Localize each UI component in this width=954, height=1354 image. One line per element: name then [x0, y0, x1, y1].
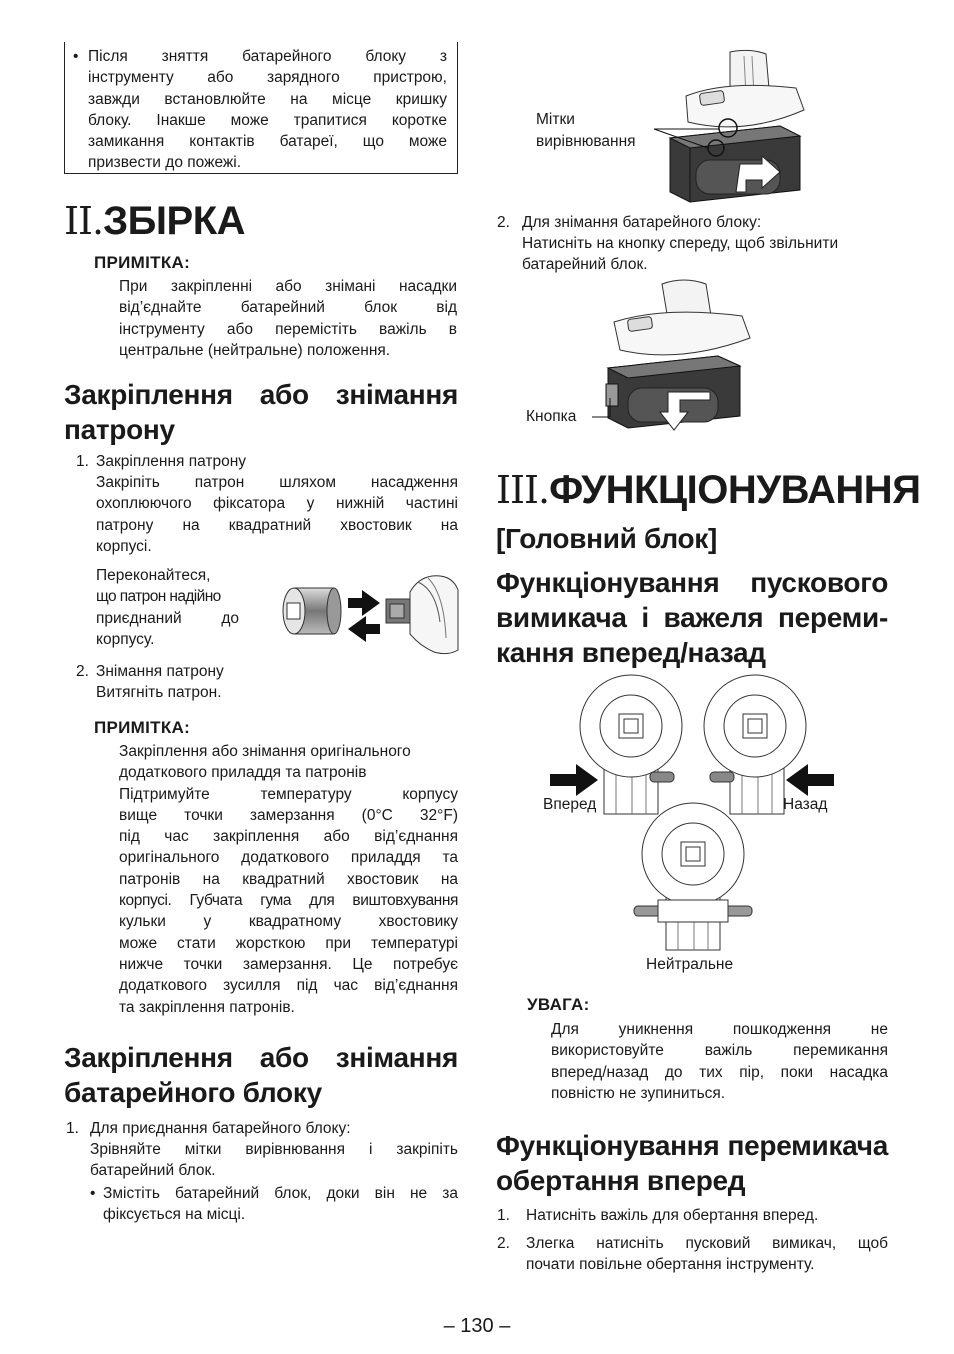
note-line: може стати жорсткою при температурі [119, 934, 458, 952]
step-line: Закріпіть патрон шляхом насадження [96, 474, 458, 491]
forward-rotation-heading [496, 1128, 888, 1198]
step-number: 2. [76, 663, 89, 680]
step-title: Знімання патрону [96, 663, 224, 680]
note-line: корпусі. Губчата гума для виштовхування [119, 892, 458, 910]
step-number: 1. [76, 453, 89, 470]
caution-heading: УВАГА: [527, 995, 590, 1014]
step-number: 2. [497, 214, 510, 231]
page-number: – 130 – [443, 1315, 511, 1337]
forward-heading-line: Функціонування перемикача [496, 1130, 888, 1161]
button-label: Кнопка [526, 408, 577, 425]
caution-line: вперед/назад до тих пір, поки насадка [551, 1063, 888, 1081]
step-title: Для приєднання батарейного блоку: [90, 1120, 351, 1137]
section-heading-operation [496, 467, 920, 513]
trigger-heading [496, 565, 888, 670]
chuck-heading-line: Закріплення або знімання [64, 379, 458, 410]
battery-attach-illustration [640, 52, 810, 202]
step-title: Для знімання батарейного блоку: [522, 214, 762, 231]
reverse-label: Назад [783, 796, 828, 813]
note-line: нижче точки замерзання. Це потребує [119, 955, 458, 973]
note-line: та закріплення патронів. [119, 998, 295, 1016]
step-line: охоплюючого фіксатора у нижній частині [96, 495, 458, 513]
check-line: приєднаний до [96, 609, 239, 627]
warning-line: замикання контактів батареї, що може [88, 133, 447, 151]
alignment-marks-label [536, 109, 636, 153]
neutral-label: Нейтральне [646, 956, 734, 973]
note-line: оригінального додаткового приладдя та [119, 849, 458, 867]
label-line: вирівнювання [536, 133, 636, 150]
warning-text [88, 46, 447, 174]
step-text: Натисніть важіль для обертання вперед. [526, 1207, 819, 1224]
step-line: батарейний блок. [522, 256, 648, 274]
step-text [90, 1139, 458, 1182]
battery-remove-illustration [588, 278, 758, 438]
note-line: від’єднайте батарейний блок від [119, 299, 457, 317]
caution-line: Для уникнення пошкодження не [551, 1021, 888, 1038]
caution-text [551, 1019, 888, 1104]
step-text: Витягніть патрон. [96, 684, 222, 701]
warning-line: блоку. Інакше може трапитися коротке [88, 111, 447, 129]
note-line: Закріплення або знімання оригінального [119, 743, 411, 760]
step-line: Натисніть на кнопку спереду, щоб звільнити [522, 235, 839, 252]
note-heading: ПРИМІТКА: [94, 253, 191, 272]
caution-line: використовуйте важіль перемикання [551, 1042, 888, 1060]
step-number: 2. [497, 1235, 510, 1252]
section-number: III. [496, 468, 550, 512]
step-text [96, 472, 458, 557]
note-line: центральне (нейтральне) положення. [119, 341, 391, 359]
note-line: додаткового зусилля під час від’єднання [119, 977, 458, 995]
warning-bullet: • [73, 48, 79, 65]
section-title: ФУНКЦІОНУВАННЯ [549, 468, 921, 512]
section-number: II. [64, 199, 104, 243]
note-text [119, 741, 458, 1018]
bullet-line: фіксується на місці. [103, 1206, 246, 1224]
check-line: Переконайтеся, [96, 567, 211, 584]
note-line: інструменту або перемістіть важіль в [119, 320, 457, 338]
step-line: патрону на квадратний хвостовик на [96, 516, 458, 534]
step-text [526, 1233, 888, 1276]
check-line: що патрон надійно [96, 588, 221, 606]
note-line: додаткового приладдя та патронів [119, 764, 367, 782]
check-text [96, 565, 239, 650]
battery-heading-line: Закріплення або знімання [64, 1042, 458, 1073]
section-title: ЗБІРКА [103, 199, 246, 243]
direction-lever-illustration [540, 674, 840, 954]
step-line: Злегка натисніть пусковий вимикач, щоб [526, 1235, 888, 1252]
warning-line: завжди встановлюйте на місце кришку [88, 90, 447, 108]
battery-heading-line: батарейного блоку [64, 1077, 322, 1108]
battery-heading [64, 1040, 458, 1110]
bullet-text [103, 1183, 458, 1226]
reverse-tool-drawing [704, 675, 834, 814]
bullet: • [90, 1185, 96, 1202]
step-line: Зрівняйте мітки вирівнювання і закріпіть [90, 1141, 458, 1158]
trigger-heading-line: вимикача і важеля переми- [496, 602, 888, 633]
note-line: під час закріплення або від’єднання [119, 828, 458, 846]
neutral-tool-drawing [634, 803, 752, 950]
warning-line: призвести до пожежі. [88, 154, 242, 172]
note-line: вище точки замерзання (0°C 32°F) [119, 806, 458, 824]
warning-line: інструменту або зарядного пристрою, [88, 69, 447, 87]
label-line: Мітки [536, 111, 575, 128]
step-number: 1. [497, 1207, 510, 1224]
note-line: При закріпленні або знімані насадки [119, 278, 457, 295]
trigger-heading-line: Функціонування пускового [496, 567, 888, 598]
note-text [119, 276, 457, 361]
chuck-heading [64, 377, 458, 447]
caution-line: повністю не зупиниться. [551, 1084, 726, 1102]
chuck-heading-line: патрону [64, 414, 175, 445]
forward-tool-drawing [550, 675, 682, 814]
note-line: Підтримуйте температуру корпусу [119, 785, 458, 803]
check-line: корпусу. [96, 630, 155, 648]
step-line: корпусі. [96, 537, 152, 555]
chuck-illustration [268, 562, 458, 660]
step-text [522, 233, 838, 276]
warning-line: Після зняття батарейного блоку з [88, 48, 447, 65]
bullet-line: Змістіть батарейний блок, доки він не за [103, 1185, 458, 1202]
step-title: Закріплення патрону [96, 453, 247, 470]
forward-label: Вперед [543, 796, 597, 813]
note-line: кульки у квадратному хвостовику [119, 913, 458, 931]
note-heading: ПРИМІТКА: [94, 718, 191, 737]
step-line: почати повільне обертання інструменту. [526, 1256, 815, 1274]
main-unit-heading: [Головний блок] [496, 523, 718, 554]
step-line: батарейний блок. [90, 1162, 216, 1180]
trigger-heading-line: кання вперед/назад [496, 637, 766, 668]
step-number: 1. [66, 1120, 79, 1137]
section-heading-assembly [64, 198, 245, 244]
forward-heading-line: обертання вперед [496, 1165, 746, 1196]
note-line: патронів на квадратний хвостовик на [119, 870, 458, 888]
